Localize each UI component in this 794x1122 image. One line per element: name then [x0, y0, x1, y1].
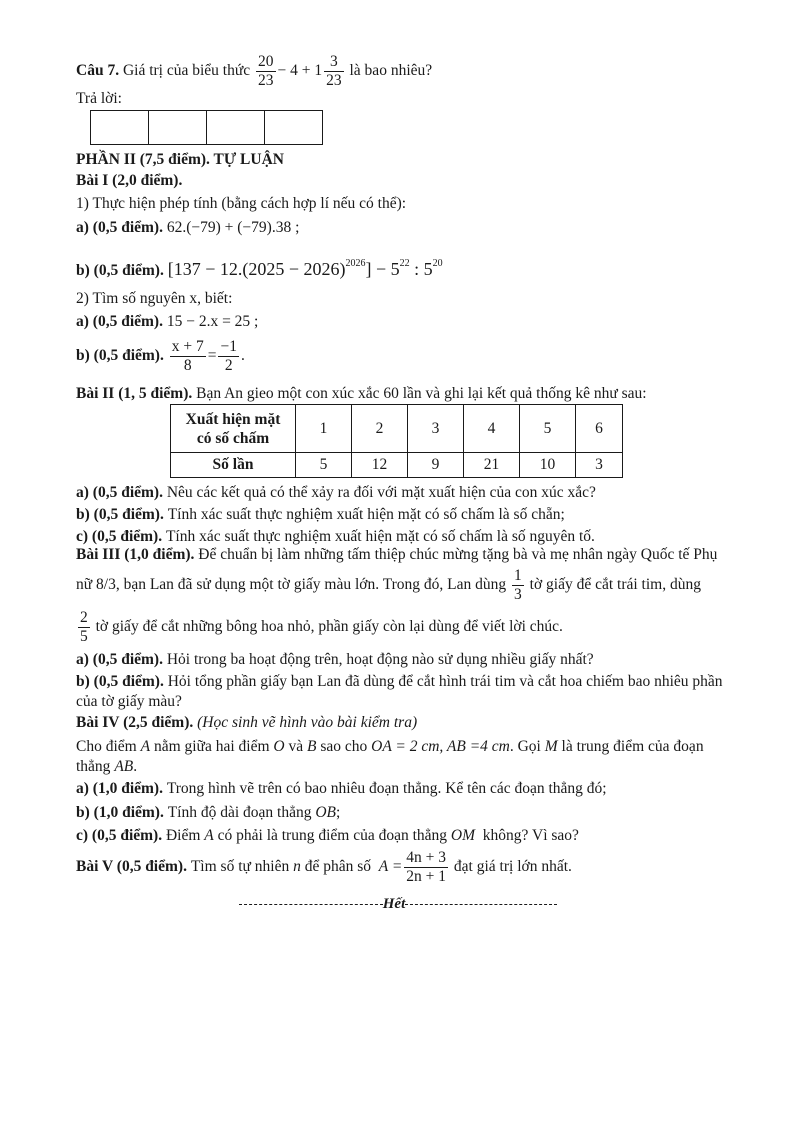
dice-count: 9	[408, 453, 464, 478]
bai3-qa: a) (0,5 điểm). Hỏi trong ba hoạt động trên, hoạt động nào sử dụng nhiều giấy nhất?	[76, 651, 594, 668]
answer-box-4[interactable]	[265, 111, 322, 144]
bai3-qb-1: b) (0,5 điểm). Hỏi tổng phần giấy bạn Lan đã dùng để cắt hình trái tim và cắt hoa chiếm bao nhiêu phần	[76, 673, 723, 690]
dice-face: 6	[576, 405, 623, 453]
dice-face: 4	[464, 405, 520, 453]
answer-box-2[interactable]	[149, 111, 207, 144]
bai5-line: Bài V (0,5 điểm). Tìm số tự nhiên n để phân số A = $\frac{4n + 3}{2n + 1}$ đạt giá trị lớn nhất.	[76, 848, 572, 885]
answer-grid[interactable]	[90, 110, 323, 145]
bai4-line1: Cho điểm A nằm giữa hai điểm O và B sao cho OA = 2 cm, AB =4 cm. Gọi M là trung điểm của đoạn	[76, 738, 704, 755]
bai1-sub2: 2) Tìm số nguyên x, biết:	[76, 290, 233, 307]
q7-line	[76, 52, 432, 90]
bai1-b: b) (0,5 điểm). $[137 - 12.(2025 - 2026)^{2026}] - 5^{22}$ : $5^{20}$	[76, 258, 443, 279]
answer-box-3[interactable]	[207, 111, 265, 144]
bai4-qc: c) (0,5 điểm). Điểm A có phải là trung điểm của đoạn thẳng OM không? Vì sao?	[76, 827, 579, 844]
bai2-qa: a) (0,5 điểm). Nêu các kết quả có thể xảy ra đối với mặt xuất hiện của con xúc xắc?	[76, 484, 596, 501]
bai2-qb: b) (0,5 điểm). Tính xác suất thực nghiệm xuất hiện mặt có số chấm là số chẵn;	[76, 506, 565, 523]
q7-label: Câu 7.	[76, 62, 120, 79]
bai3-line3: $\frac{2}{5}$ tờ giấy để cắt những bông hoa nhỏ, phần giấy còn lại dùng để viết lời chúc.	[80, 608, 563, 645]
bai1-d-fraction-2: $\frac{-1}{2}$	[220, 337, 237, 374]
dice-count: 21	[464, 453, 520, 478]
end-text: Hết	[382, 896, 406, 912]
bai3-fraction-2: $\frac{2}{5}$	[80, 608, 88, 645]
bai4-qa: a) (1,0 điểm). Trong hình vẽ trên có bao nhiêu đoạn thẳng. Kể tên các đoạn thẳng đó;	[76, 780, 607, 797]
bai1-a-expr: 62.(−79) + (−79).38 ;	[166, 219, 300, 236]
part2-title: PHẦN II (7,5 điểm). TỰ LUẬN	[76, 151, 284, 168]
bai1-sub1: 1) Thực hiện phép tính (bằng cách hợp lí nếu có thể):	[76, 195, 407, 212]
dice-table	[170, 404, 623, 478]
bai1-d-fraction-1: $\frac{x + 7}{8}$	[171, 337, 204, 374]
q7-middle: − 4 + 1	[277, 62, 323, 79]
bai4-qb: b) (1,0 điểm). Tính độ dài đoạn thẳng OB;	[76, 804, 341, 821]
dice-face: 3	[408, 405, 464, 453]
bai4-title: Bài IV (2,5 điểm). (Học sinh vẽ hình vào bài kiểm tra)	[76, 714, 418, 731]
dice-count-label: Số lần	[171, 453, 296, 478]
bai2-qc: c) (0,5 điểm). Tính xác suất thực nghiệm xuất hiện mặt có số chấm là số nguyên tố.	[76, 528, 595, 545]
dice-count: 3	[576, 453, 623, 478]
bai1-d: b) (0,5 điểm). $\frac{x + 7}{8}$ = $\frac{-1}{2}$ .	[76, 337, 245, 374]
end-marker	[232, 896, 564, 913]
bai3-qb-2: của tờ giấy màu?	[76, 693, 182, 710]
bai1-title: Bài I (2,0 điểm).	[76, 172, 183, 189]
bai3-line1: Bài III (1,0 điểm). Để chuẩn bị làm những tấm thiệp chúc mừng tặng bà và mẹ nhân ngày Quốc tế Phụ	[76, 546, 718, 563]
q7-answer-label: Trả lời:	[76, 90, 122, 107]
end-dash-right	[405, 904, 557, 905]
bai3-line2: nữ 8/3, bạn Lan đã sử dụng một tờ giấy màu lớn. Trong đó, Lan dùng $\frac{1}{3}$ tờ giấy để cắt trái tim, dùng	[76, 566, 701, 603]
bai5-fraction: $\frac{4n + 3}{2n + 1}$	[406, 848, 447, 885]
dice-count: 5	[296, 453, 352, 478]
q7-text-after: là bao nhiêu?	[349, 62, 433, 79]
dice-count: 10	[520, 453, 576, 478]
dice-face: 1	[296, 405, 352, 453]
end-dash-left	[239, 904, 383, 905]
answer-box-1[interactable]	[91, 111, 149, 144]
dice-face: 2	[352, 405, 408, 453]
q7-fraction-1: $\frac{20}{23}$	[258, 52, 274, 89]
bai4-line2: thẳng AB.	[76, 758, 138, 775]
dice-face: 5	[520, 405, 576, 453]
dice-header-label: Xuất hiện mặt có số chấm	[171, 405, 296, 453]
q7-text-before: Giá trị của biểu thức	[122, 62, 251, 79]
bai2-intro: Bài II (1, 5 điểm). Bạn An gieo một con xúc xắc 60 lần và ghi lại kết quả thống kê như sau:	[76, 385, 647, 402]
bai3-fraction-1: $\frac{1}{3}$	[514, 566, 522, 603]
dice-count: 12	[352, 453, 408, 478]
q7-fraction-2: $\frac{3}{23}$	[326, 52, 342, 89]
bai1-a: a) (0,5 điểm). 62.(−79) + (−79).38 ;	[76, 219, 300, 236]
bai1-c: a) (0,5 điểm). 15 − 2.x = 25 ;	[76, 313, 259, 330]
